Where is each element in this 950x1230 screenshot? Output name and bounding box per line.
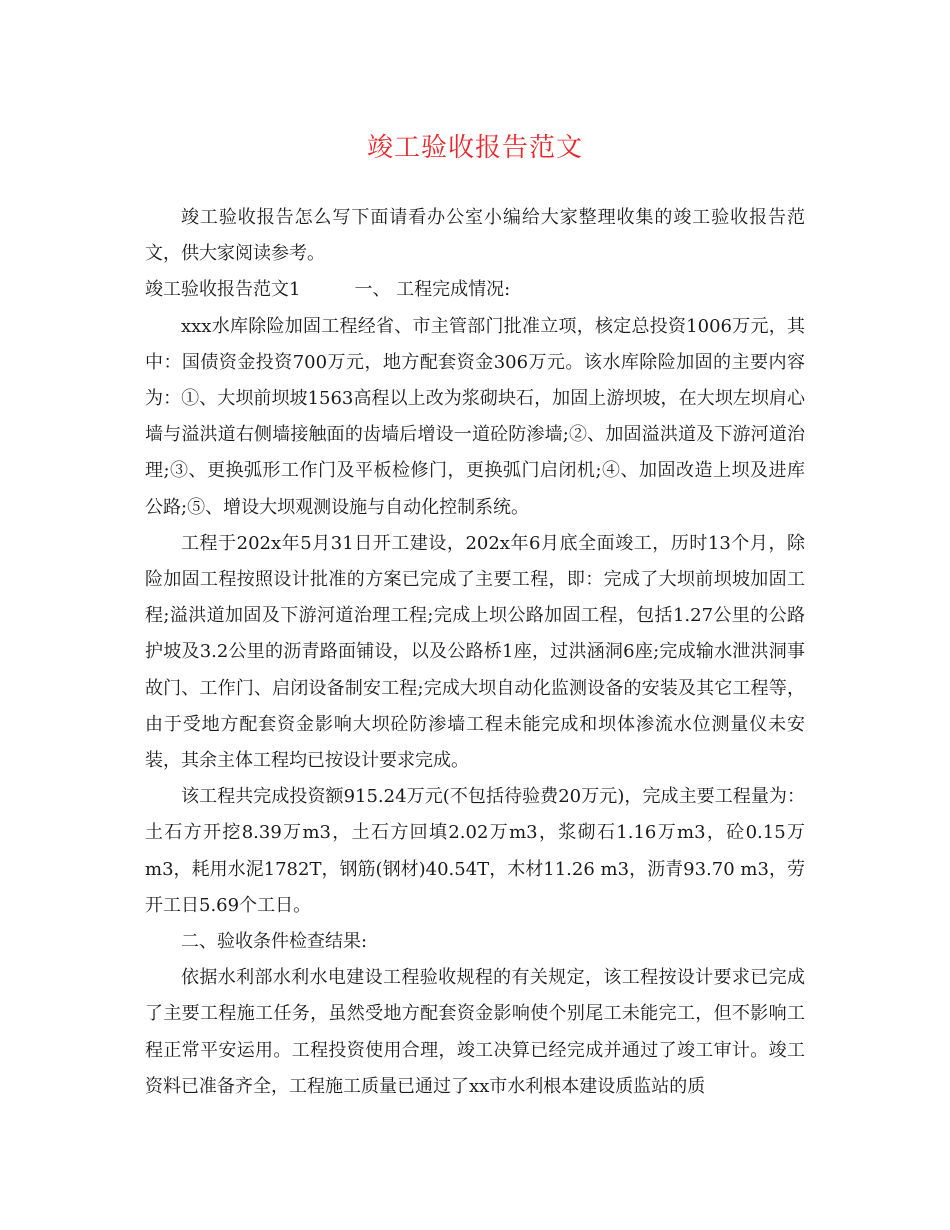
paragraph-construction-progress: 工程于202x年5月31日开工建设，202x年6月底全面竣工，历时13个月，除险加固工程按照设计批准的方案已完成了主要工程，即：完成了大坝前坝坡加固工程;溢洪道加固及下游河道治理工程;完成上坝公路加固工程，包括1.27公里的公路护坡及3.2公里的沥青路面铺设，以及公路桥1座，过洪涵洞6座;完成输水泄洪洞事故门、工作门、启闭设备制安工程;完成大坝自动化监测设备的安装及其它工程等，由于受地方配套资金影响大坝砼防渗墙工程未能完成和坝体渗流水位测量仪未安装，其余主体工程均已按设计要求完成。 <box>145 532 805 772</box>
section-label: 竣工验收报告范文1 <box>145 279 301 301</box>
intro-paragraph: 竣工验收报告怎么写下面请看办公室小编给大家整理收集的竣工验收报告范文，供大家阅读参考。 <box>145 207 805 265</box>
section-heading-line <box>145 272 805 308</box>
paragraph-project-scope: xxx水库除险加固工程经省、市主管部门批准立项，核定总投资1006万元，其中：国债资金投资700万元，地方配套资金306万元。该水库除险加固的主要内容为：①、大坝前坝坡1563高程以上改为浆砌块石，加固上游坝坡，在大坝左坝肩心墙与溢洪道右侧墙接触面的齿墙后增设一道砼防渗墙;②、加固溢洪道及下游河道治理;③、更换弧形工作门及平板检修门，更换弧门启闭机;④、加固改造上坝及进库公路;⑤、增设大坝观测设施与自动化控制系统。 <box>145 315 805 518</box>
paragraph-investment-quantities: 该工程共完成投资额915.24万元(不包括待验费20万元)，完成主要工程量为：土石方开挖8.39万m3，土石方回填2.02万m3，浆砌石1.16万m3，砼0.15万m3，耗用水泥1782T，钢筋(钢材)40.54T，木材11.26 m3，沥青93.70 m3，劳开工日5.69个工日。 <box>145 786 805 916</box>
document-body <box>145 200 805 1105</box>
document-title: 竣工验收报告范文 <box>366 133 583 163</box>
paragraph-acceptance-conditions: 依据水利部水利水电建设工程验收规程的有关规定，该工程按设计要求已完成了主要工程施工任务，虽然受地方配套资金影响使个别尾工未能完工，但不影响工程正常平安运用。工程投资使用合理，竣工决算已经完成并通过了竣工审计。竣工资料已准备齐全，工程施工质量已通过了xx市水利根本建设质监站的质 <box>145 967 805 1097</box>
heading-inspection-results: 二、验收条件检查结果: <box>181 931 368 953</box>
section-heading: 一、 工程完成情况: <box>354 279 511 301</box>
